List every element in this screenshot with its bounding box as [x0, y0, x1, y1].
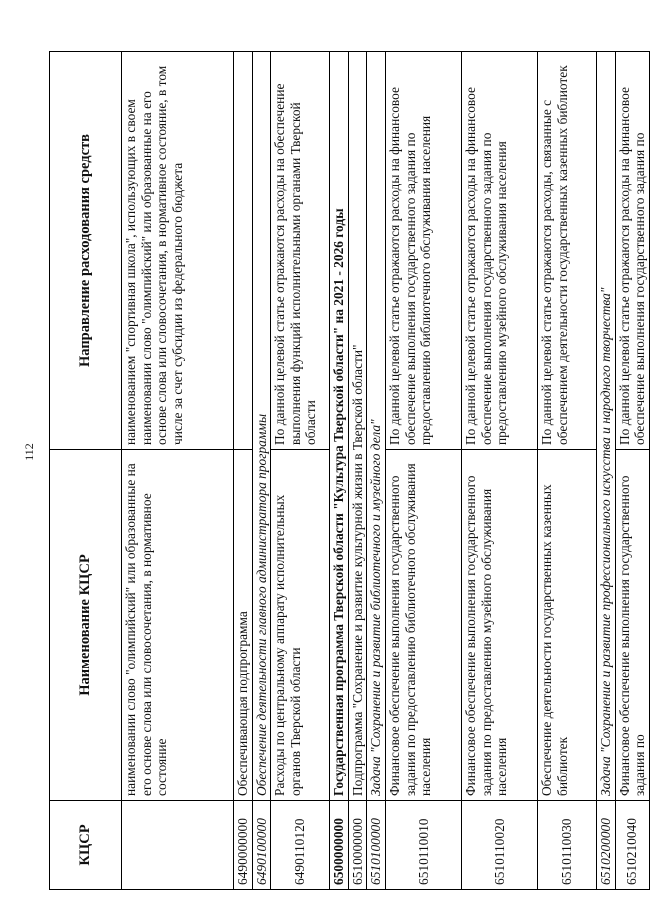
cell-code: 6490100000: [252, 801, 271, 890]
cell-direction: наименованием "спортивная школа", использующих в своем наименовании слово "олимпийский" или образованные на его основе слова или словосочетания, в нормативное состояние, в том числе за счет субсидии из федерального бюджета: [122, 52, 234, 450]
cell-code: 6500000000: [330, 801, 349, 890]
page-number: 112: [21, 443, 36, 461]
cell-code: 6510110010: [385, 801, 461, 890]
cell-name: Задача "Сохранение и развитие библиотечного и музейного дела": [367, 52, 386, 801]
cell-code: [122, 801, 234, 890]
cell-name: Обеспечение деятельности государственных казенных библиотек: [537, 450, 596, 801]
cell-code: 6510110020: [461, 801, 537, 890]
cell-name: Задача "Сохранение и развитие профессионального искусства и народного творчества": [596, 52, 615, 801]
table-row: [596, 52, 615, 890]
cell-direction: По данной целевой статье отражаются расходы на финансовое обеспечение выполнения государственного задания по предоставлению музейного обслуживания населения: [461, 52, 537, 450]
cell-name: Подпрограмма "Сохранение и развитие культурной жизни в Тверской области": [348, 52, 367, 801]
cell-code: 6510000000: [348, 801, 367, 890]
table-row: [122, 52, 234, 890]
cell-name: Обеспечивающая подпрограмма: [234, 450, 253, 801]
header-row: [50, 52, 122, 890]
table-row: [271, 52, 330, 890]
cell-name: Финансовое обеспечение выполнения государственного задания по предоставлению библиотечного обслуживания населения: [385, 450, 461, 801]
table-row: [252, 52, 271, 890]
table-row: [367, 52, 386, 890]
header-code: КЦСР: [50, 801, 122, 890]
table-row: [234, 52, 253, 890]
cell-name: Расходы по центральному аппарату исполнительных органов Тверской области: [271, 450, 330, 801]
cell-name: Финансовое обеспечение выполнения государственного задания по: [615, 450, 649, 801]
table-row: [461, 52, 537, 890]
cell-code: 6510110030: [537, 801, 596, 890]
table-row: [615, 52, 649, 890]
header-direction: Направление расходования средств: [50, 52, 122, 450]
cell-name: Государственная программа Тверской области "Культура Тверской области" на 2021 - 2026 годы: [330, 52, 349, 801]
cell-code: 6510210040: [615, 801, 649, 890]
cell-direction: По данной целевой статье отражаются расходы на финансовое обеспечение выполнения государственного задания по: [615, 52, 649, 450]
table-row: [537, 52, 596, 890]
cell-name: Обеспечение деятельности главного администратора программы: [252, 52, 271, 801]
table-row: [330, 52, 349, 890]
rotated-page: [49, 52, 648, 890]
cell-name: наименовании слово "олимпийский" или образованные на его основе слова или словосочетания, в нормативное состояние: [122, 450, 234, 801]
cell-direction: По данной целевой статье отражаются расходы, связанные с обеспечением деятельности государственных казенных библиотек: [537, 52, 596, 450]
cell-code: 6510100000: [367, 801, 386, 890]
cell-code: 6510200000: [596, 801, 615, 890]
cell-name: Финансовое обеспечение выполнения государственного задания по предоставлению музейного обслуживания населения: [461, 450, 537, 801]
cell-direction: [234, 52, 253, 450]
header-name: Наименование КЦСР: [50, 450, 122, 801]
cell-code: 6490110120: [271, 801, 330, 890]
cell-code: 6490000000: [234, 801, 253, 890]
cell-direction: По данной целевой статье отражаются расходы на финансовое обеспечение выполнения государственного задания по предоставлению библиотечного обслуживания населения: [385, 52, 461, 450]
table-row: [348, 52, 367, 890]
cell-direction: По данной целевой статье отражаются расходы на обеспечение выполнения функций исполнительными органами Тверской области: [271, 52, 330, 450]
table-row: [385, 52, 461, 890]
kcsr-table: [49, 51, 650, 890]
